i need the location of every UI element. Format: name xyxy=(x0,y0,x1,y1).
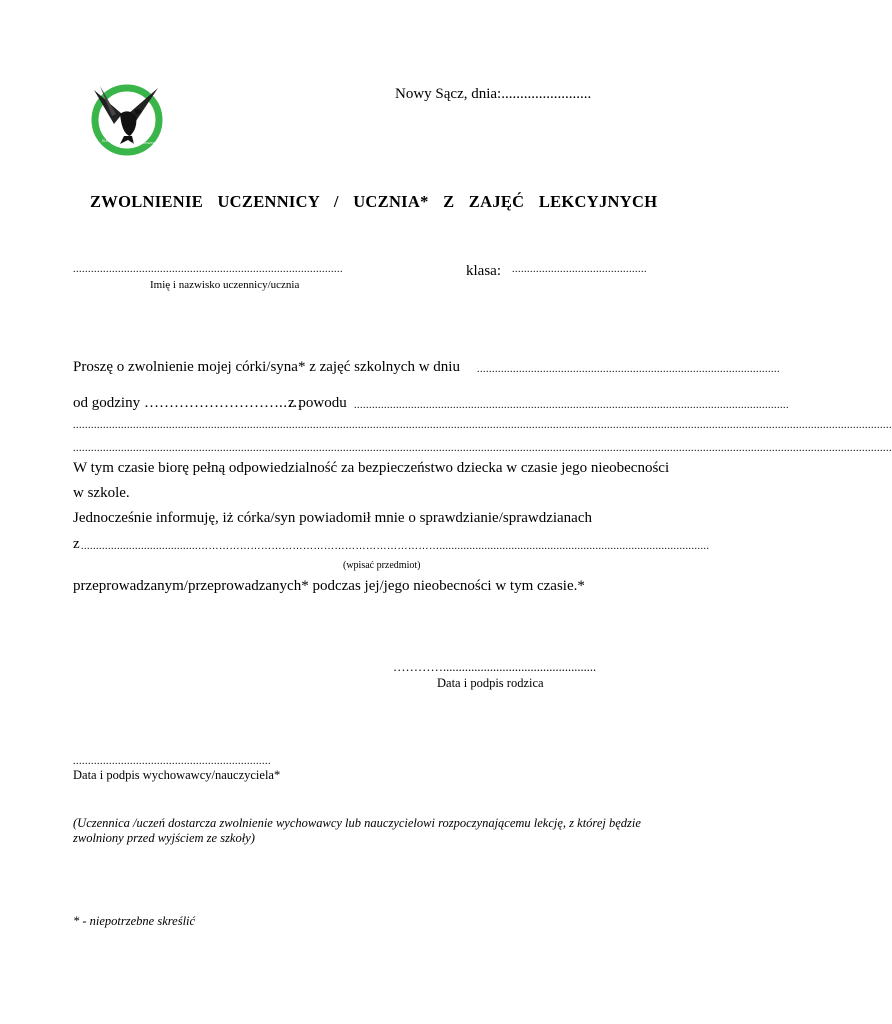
parent-signature-field[interactable]: …………................................................. xyxy=(393,660,597,674)
student-name-caption: Imię i nazwisko uczennicy/ucznia xyxy=(150,279,300,291)
responsibility-text-line1: W tym czasie biorę pełną odpowiedzialność za bezpieczeństwo dziecka w czasie jego nieobecności xyxy=(73,460,670,476)
from-hours-label: od godziny xyxy=(73,395,141,411)
eagle-emblem-icon xyxy=(84,84,170,156)
school-logo xyxy=(84,84,170,156)
reason-field[interactable]: ................................................................................................................................................. xyxy=(354,400,789,411)
responsibility-text-line2: w szkole. xyxy=(73,485,130,501)
reason-line-2[interactable]: ................................................................................................................................................................................................................................................................................. xyxy=(73,420,892,431)
teacher-signature-caption: Data i podpis wychowawcy/nauczyciela* xyxy=(73,768,281,782)
request-text: Proszę o zwolnienie mojej córki/syna* z zajęć szkolnych w dniu xyxy=(73,359,460,375)
logo-top-text: Gimnazjum xyxy=(116,94,138,99)
info-text: Jednocześnie informuję, iż córka/syn powiadomił mnie o sprawdzianie/sprawdzianach xyxy=(73,510,592,526)
subject-z-label: z xyxy=(73,536,80,552)
date-field[interactable]: ..................................................................................................... xyxy=(477,364,780,375)
logo-left-text: ELEKTRA xyxy=(102,139,117,143)
footnote: * - niepotrzebne skreślić xyxy=(73,914,196,928)
conducted-text: przeprowadzanym/przeprowadzanych* podczas jej/jego nieobecności w tym czasie.* xyxy=(73,578,585,594)
teacher-signature-field[interactable]: .................................................................. xyxy=(73,756,271,767)
delivery-note-line1: (Uczennica /uczeń dostarcza zwolnienie wychowawcy lub nauczycielowi rozpoczynającemu lekcję, z której będzie xyxy=(73,816,641,830)
subject-caption: (wpisać przedmiot) xyxy=(343,560,421,571)
logo-right-text: OGÓLNOKSZTAŁCĄCE xyxy=(132,141,165,145)
parent-signature-caption: Data i podpis rodzica xyxy=(437,676,544,690)
from-hours-field[interactable]: ……………………….…. xyxy=(144,395,302,411)
delivery-note-line2: zwolniony przed wyjściem ze szkoły) xyxy=(73,831,255,845)
logo-middle-text: LICEUM xyxy=(120,145,133,149)
class-label: klasa: xyxy=(466,263,501,279)
reason-label: z powodu xyxy=(288,395,347,411)
subject-field[interactable]: .......................................…………………………………………………………….......................................................................................... xyxy=(81,541,710,552)
student-name-field[interactable]: .......................................................................................... xyxy=(73,264,343,275)
place-date: Nowy Sącz, dnia:........................ xyxy=(395,86,592,102)
reason-line-3[interactable]: ................................................................................................................................................................................................................................................................................. xyxy=(73,443,892,454)
class-field[interactable]: ............................................. xyxy=(512,264,647,275)
page-title: ZWOLNIENIE UCZENNICY / UCZNIA* Z ZAJĘĆ LEKCYJNYCH xyxy=(90,192,658,211)
